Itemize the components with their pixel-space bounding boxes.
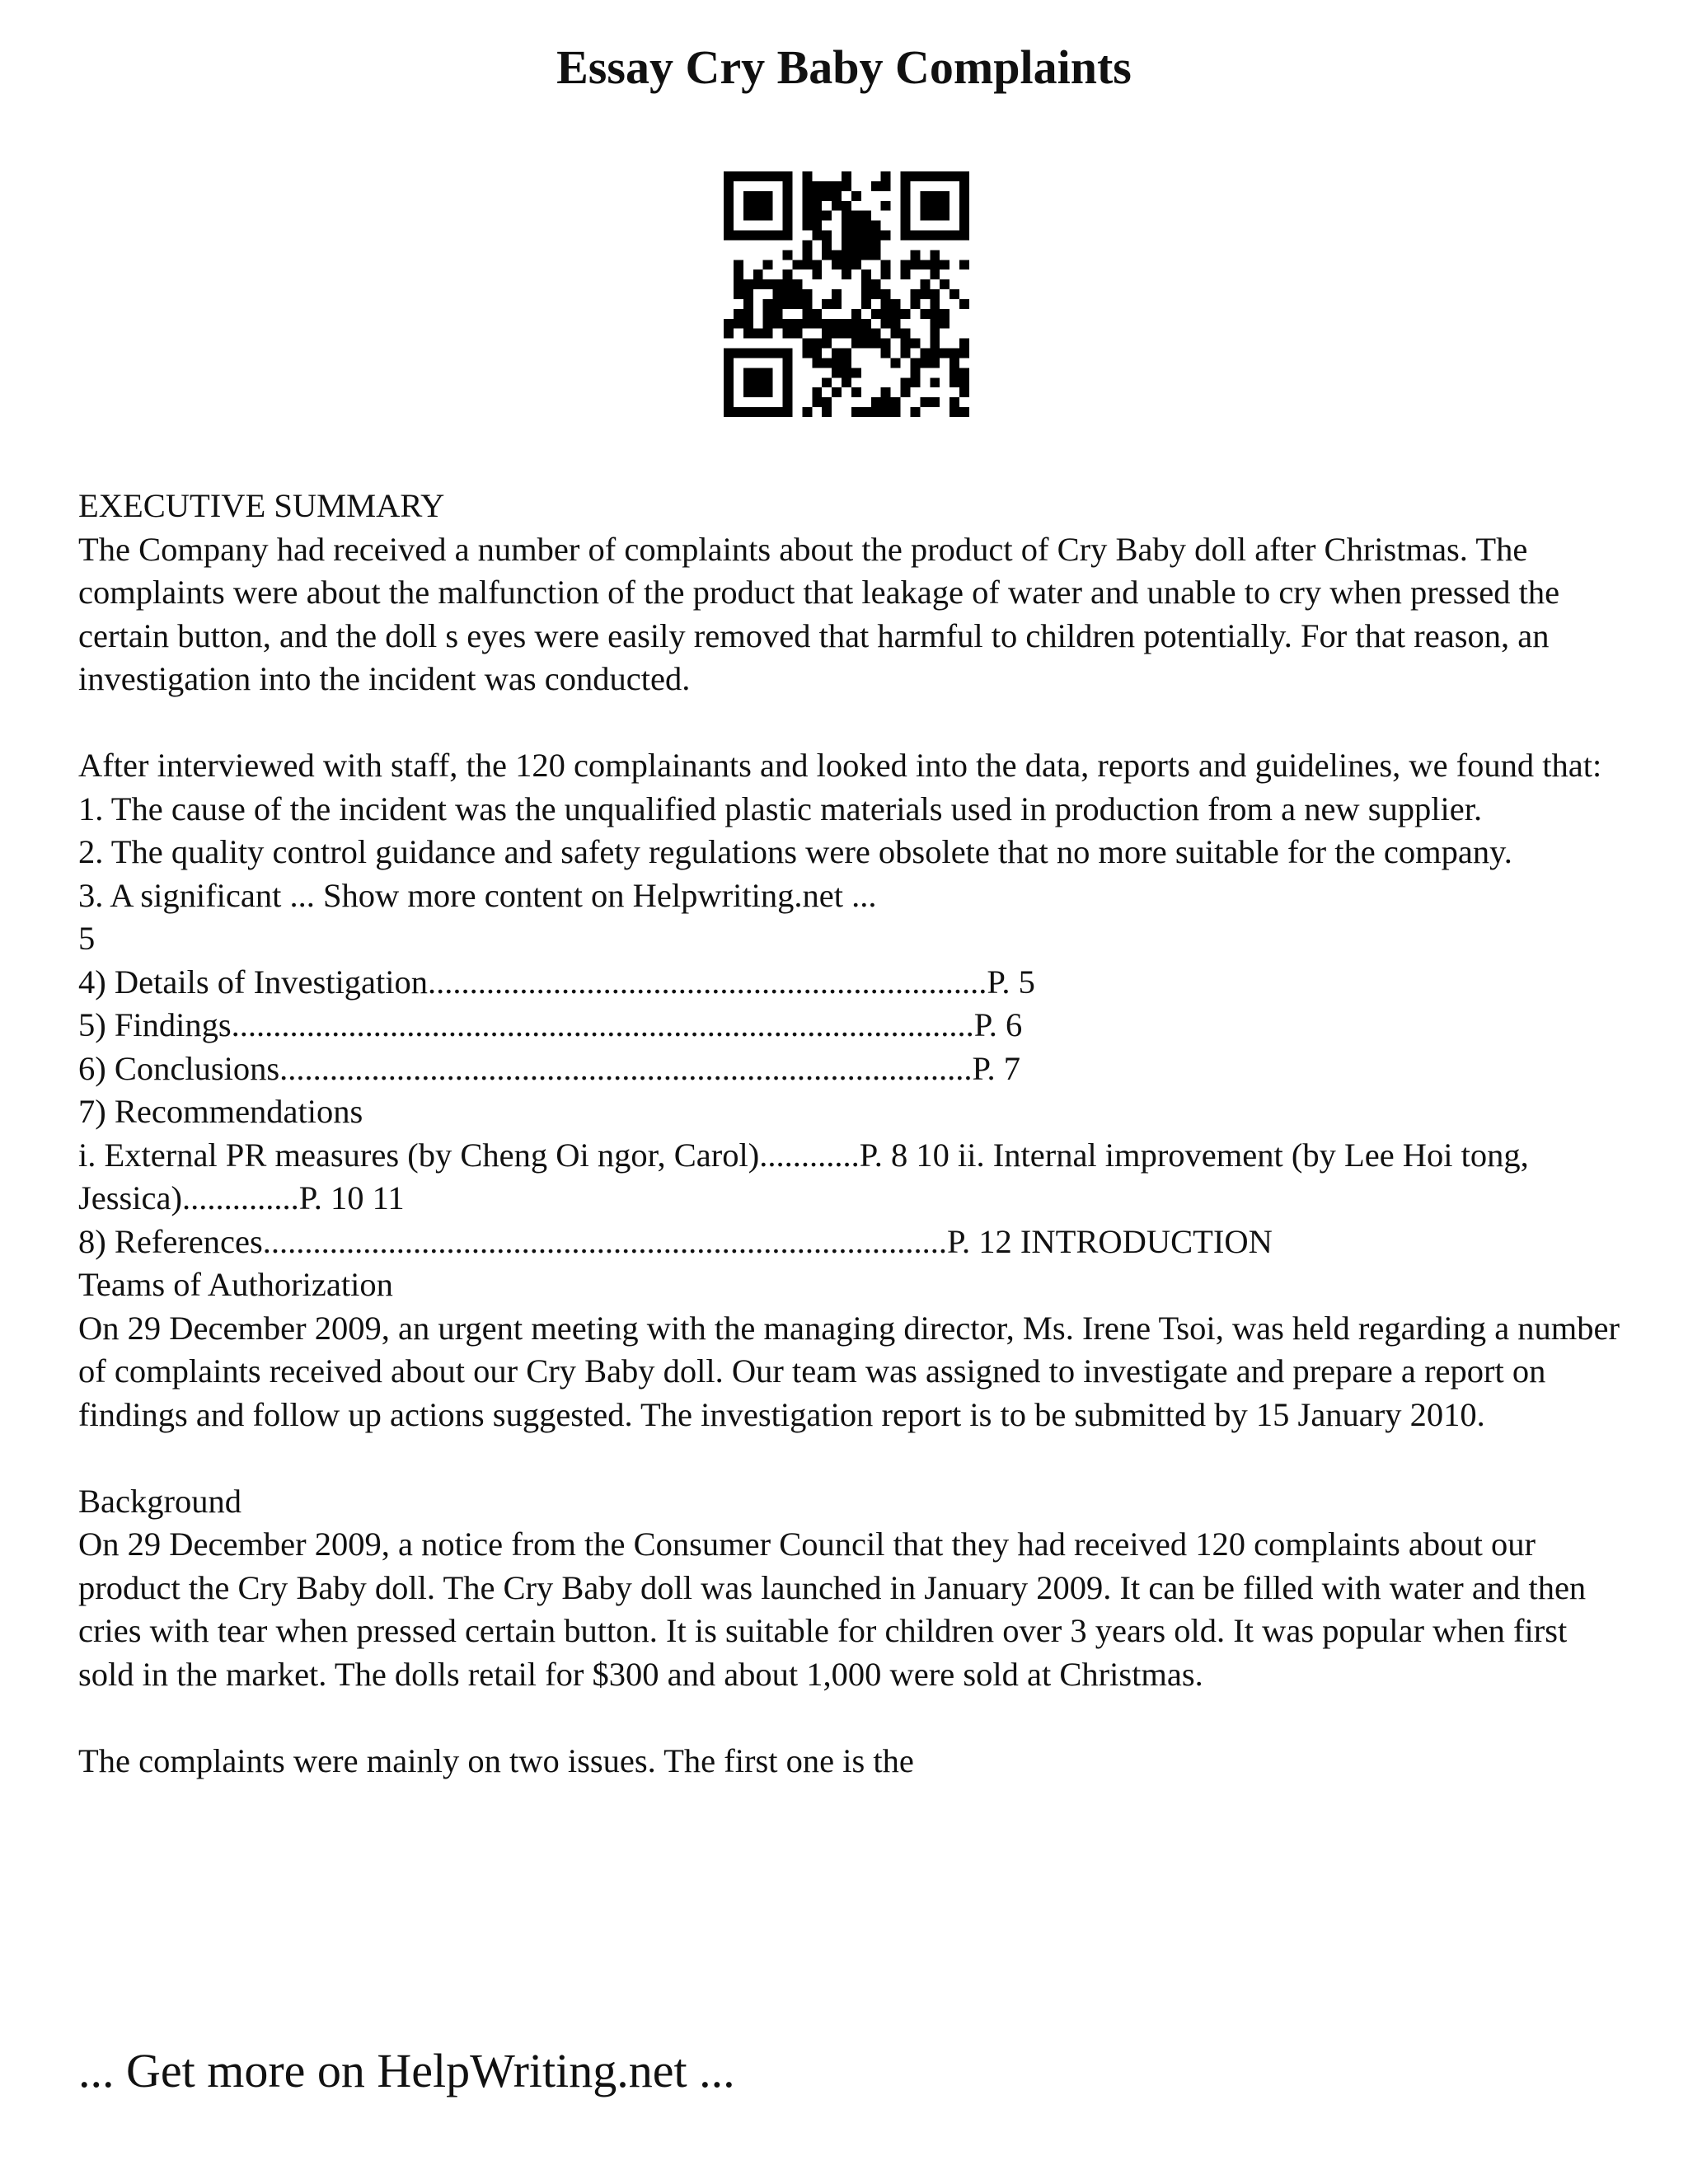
paragraph-gap bbox=[78, 1696, 1628, 1740]
complaints-paragraph: The complaints were mainly on two issues. The first one is the bbox=[78, 1741, 914, 1779]
executive-summary-heading: EXECUTIVE SUMMARY bbox=[78, 487, 445, 524]
page-number: 5 bbox=[78, 920, 96, 957]
toc-entry-details: 4) Details of Investigation...................................................................P. 5 bbox=[78, 963, 1035, 1001]
background-paragraph: On 29 December 2009, a notice from the Consumer Council that they had received 120 complaints about our product the Cry Baby doll. The Cry Baby doll was launched in January 2009. It can be filled with water and then cries with tear when pressed certain button. It is suitable for children over 3 years old. It was popular when first sold in the market. The dolls retail for $300 and about 1,000 were sold at Christmas. bbox=[78, 1526, 1587, 1693]
teams-heading: Teams of Authorization bbox=[78, 1266, 393, 1303]
finding-item-1: 1. The cause of the incident was the unqualified plastic materials used in production from a new supplier. bbox=[78, 790, 1483, 827]
toc-entry-recommendations: 7) Recommendations bbox=[78, 1093, 363, 1130]
findings-intro-paragraph: After interviewed with staff, the 120 complainants and looked into the data, reports and guidelines, we found that: bbox=[78, 747, 1602, 784]
finding-item-3: 3. A significant ... Show more content on Helpwriting.net ... bbox=[78, 876, 877, 914]
document-title: Essay Cry Baby Complaints bbox=[556, 40, 1132, 94]
executive-summary-paragraph: The Company had received a number of complaints about the product of Cry Baby doll after Christmas. The complaints were about the malfunction of the product that leakage of water and unable to cry when pressed the certain button, and the doll s eyes were easily removed that harmful to children potentially. For that reason, an investigation into the incident was conducted. bbox=[78, 530, 1560, 697]
toc-entry-recommendation-items: i. External PR measures (by Cheng Oi ngor, Carol)............P. 8 10 ii. Internal improvement (by Lee Hoi tong, Jessica)..............P. 10 11 bbox=[78, 1136, 1529, 1216]
finding-item-2: 2. The quality control guidance and safety regulations were obsolete that no more suitable for the company. bbox=[78, 833, 1512, 870]
background-heading: Background bbox=[78, 1482, 241, 1520]
toc-entry-references: 8) References..................................................................................P. 12 INTRODUCTION bbox=[78, 1222, 1273, 1260]
qr-code-icon bbox=[724, 171, 969, 417]
paragraph-gap bbox=[78, 1436, 1628, 1480]
qr-code[interactable] bbox=[724, 171, 969, 417]
paragraph-gap bbox=[78, 701, 1628, 745]
get-more-link[interactable]: ... Get more on HelpWriting.net ... bbox=[78, 2044, 735, 2097]
document-body bbox=[78, 485, 1628, 1783]
toc-entry-conclusions: 6) Conclusions...................................................................................P. 7 bbox=[78, 1049, 1021, 1087]
teams-paragraph: On 29 December 2009, an urgent meeting with the managing director, Ms. Irene Tsoi, was held regarding a number of complaints received about our Cry Baby doll. Our team was assigned to investigate and prepare a report on findings and follow up actions suggested. The investigation report is to be submitted by 15 January 2010. bbox=[78, 1309, 1620, 1433]
toc-entry-findings: 5) Findings.........................................................................................P. 6 bbox=[78, 1006, 1023, 1043]
